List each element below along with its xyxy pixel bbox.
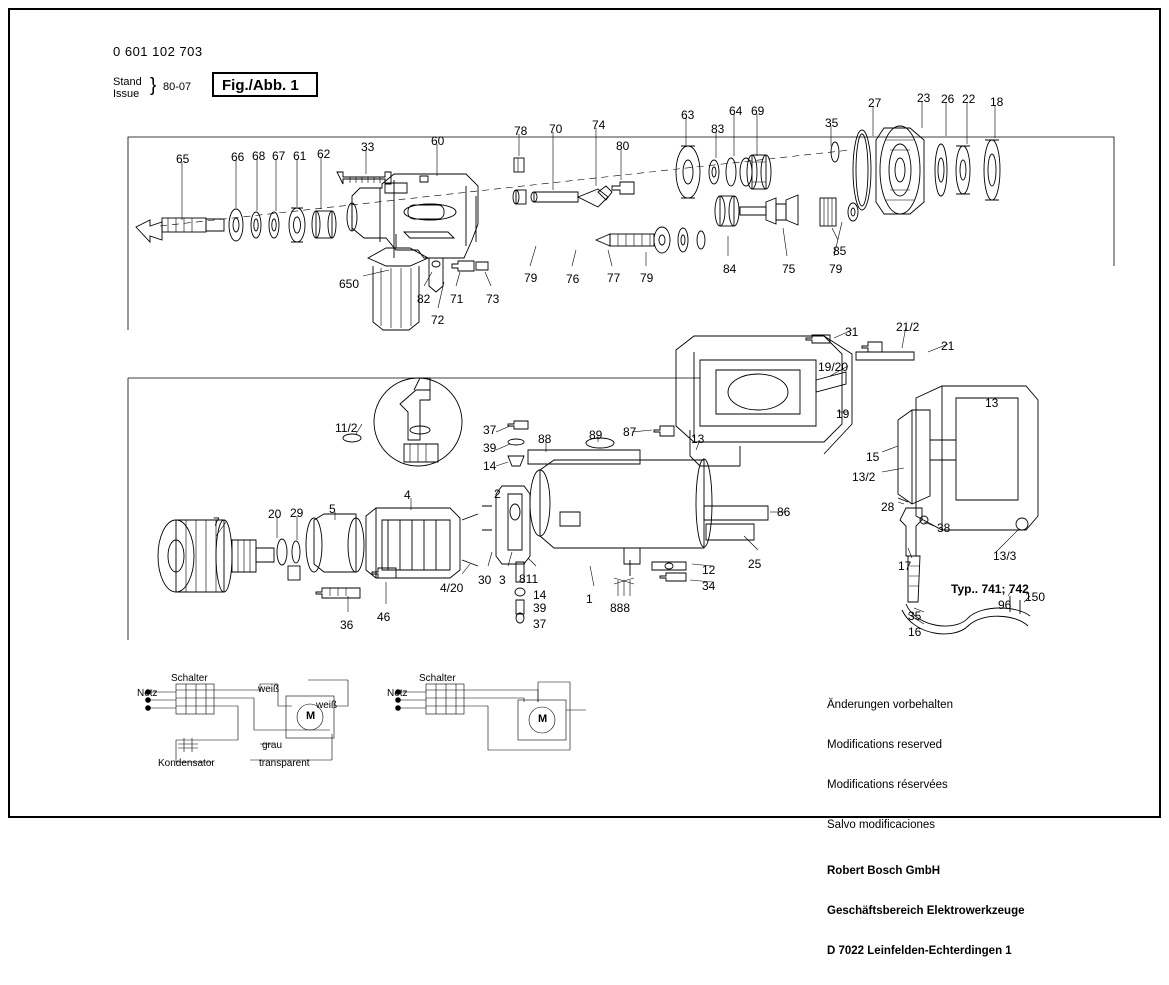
callout-62: 62 — [317, 147, 331, 161]
callout-79-b: 79 — [640, 271, 654, 285]
note-line-2: Modifications reserved — [827, 739, 943, 752]
callout-650: 650 — [339, 277, 360, 291]
callout-76: 76 — [566, 272, 580, 286]
callout-86: 86 — [777, 505, 791, 519]
callout-23: 23 — [917, 91, 931, 105]
callout-83: 83 — [711, 122, 725, 136]
callout-63: 63 — [681, 108, 695, 122]
callout-65: 65 — [176, 152, 190, 166]
brace-glyph: } — [150, 75, 157, 96]
callout-67: 67 — [272, 149, 286, 163]
callout-35-top: 35 — [825, 116, 839, 130]
callout-13-left: 13 — [691, 432, 705, 446]
company-name: Robert Bosch GmbH — [827, 864, 941, 877]
callout-25: 25 — [748, 557, 762, 571]
company-division: Geschäftsbereich Elektrowerkzeuge — [827, 904, 1025, 917]
note-line-1: Änderungen vorbehalten — [827, 698, 953, 711]
callout-4-20: 4/20 — [440, 581, 464, 595]
callout-13-right: 13 — [985, 396, 999, 410]
callout-36: 36 — [340, 618, 354, 632]
callout-70: 70 — [549, 122, 563, 136]
callout-75: 75 — [782, 262, 796, 276]
callout-150: 150 — [1025, 590, 1046, 604]
callout-87: 87 — [623, 425, 637, 439]
callout-11-2: 11/2 — [335, 421, 358, 435]
callout-37-top: 37 — [483, 423, 497, 437]
wiring-left-schalter: Schalter — [171, 673, 208, 684]
stand-issue-label: Stand Issue — [113, 76, 142, 100]
wiring-left-grau: grau — [262, 740, 283, 751]
callout-3: 3 — [499, 573, 506, 587]
callout-30: 30 — [478, 573, 492, 587]
callout-15: 15 — [866, 450, 880, 464]
callout-69: 69 — [751, 104, 765, 118]
callout-46: 46 — [377, 610, 391, 624]
callout-34: 34 — [702, 579, 716, 593]
callout-79-a: 79 — [524, 271, 538, 285]
wiring-left-weiss-1: weiß — [258, 684, 280, 695]
callout-66: 66 — [231, 150, 245, 164]
wiring-right-schalter: Schalter — [419, 673, 456, 684]
wiring-left-motor-label: M — [306, 710, 316, 722]
callout-80: 80 — [616, 139, 630, 153]
callout-20: 20 — [268, 507, 282, 521]
callout-60: 60 — [431, 134, 445, 148]
callout-5: 5 — [329, 502, 336, 516]
callout-19-20: 19/20 — [818, 360, 849, 374]
callout-85: 85 — [833, 244, 847, 258]
callout-33: 33 — [361, 140, 375, 154]
callout-16: 16 — [908, 625, 922, 639]
callout-39-bottom: 39 — [533, 601, 547, 615]
callout-64: 64 — [729, 104, 743, 118]
callout-84: 84 — [723, 262, 737, 276]
note-line-4: Salvo modificaciones — [827, 819, 936, 832]
callout-18: 18 — [990, 95, 1004, 109]
callout-37-bottom: 37 — [533, 617, 547, 631]
part-number: 0 601 102 703 — [113, 44, 203, 59]
callout-14-top: 14 — [483, 459, 497, 473]
callout-82: 82 — [417, 292, 431, 306]
callout-888: 888 — [610, 601, 631, 615]
callout-31: 31 — [845, 325, 859, 339]
callout-35-bottom: 35 — [908, 609, 922, 623]
callout-88: 88 — [538, 432, 552, 446]
callout-2: 2 — [494, 487, 501, 501]
callout-13-3: 13/3 — [993, 549, 1017, 563]
callout-79-c: 79 — [829, 262, 843, 276]
callout-77: 77 — [607, 271, 621, 285]
callout-14-bottom: 14 — [533, 588, 547, 602]
callout-28: 28 — [881, 500, 895, 514]
wiring-right-motor-label: M — [538, 713, 548, 725]
callout-71: 71 — [450, 292, 464, 306]
callout-7: 7 — [213, 515, 220, 529]
legal-notes — [827, 672, 1025, 985]
callout-19: 19 — [836, 407, 850, 421]
wiring-left-transparent: transparent — [259, 758, 310, 769]
wiring-left-netz: Netz — [137, 688, 158, 699]
revision-date: 80-07 — [163, 81, 192, 93]
wiring-left-kondensator: Kondensator — [158, 758, 215, 769]
callout-21-2: 21/2 — [896, 320, 920, 334]
callout-73: 73 — [486, 292, 500, 306]
callout-39-top: 39 — [483, 441, 497, 455]
wiring-left-weiss-2: weiß — [316, 700, 338, 711]
company-address: D 7022 Leinfelden-Echterdingen 1 — [827, 945, 1012, 958]
callout-68: 68 — [252, 149, 266, 163]
callout-61: 61 — [293, 149, 307, 163]
callout-22: 22 — [962, 92, 976, 106]
callout-89: 89 — [589, 428, 603, 442]
callout-26: 26 — [941, 92, 955, 106]
callout-811: 811 — [519, 572, 539, 586]
callout-78: 78 — [514, 124, 528, 138]
callout-typ-741-742: Typ.. 741; 742 — [951, 582, 1029, 596]
callout-17: 17 — [898, 559, 912, 573]
callout-27: 27 — [868, 96, 882, 110]
wiring-right-netz: Netz — [387, 688, 408, 699]
callout-38: 38 — [937, 521, 951, 535]
figure-label: Fig./Abb. 1 — [222, 77, 299, 94]
callout-29: 29 — [290, 506, 304, 520]
callout-96: 96 — [998, 598, 1012, 612]
callout-12: 12 — [702, 563, 716, 577]
note-line-3: Modifications réservées — [827, 779, 948, 792]
callout-74: 74 — [592, 118, 606, 132]
callout-72: 72 — [431, 313, 445, 327]
callout-4: 4 — [404, 488, 411, 502]
callout-21: 21 — [941, 339, 955, 353]
callout-13-2: 13/2 — [852, 470, 876, 484]
callout-1: 1 — [586, 592, 593, 606]
